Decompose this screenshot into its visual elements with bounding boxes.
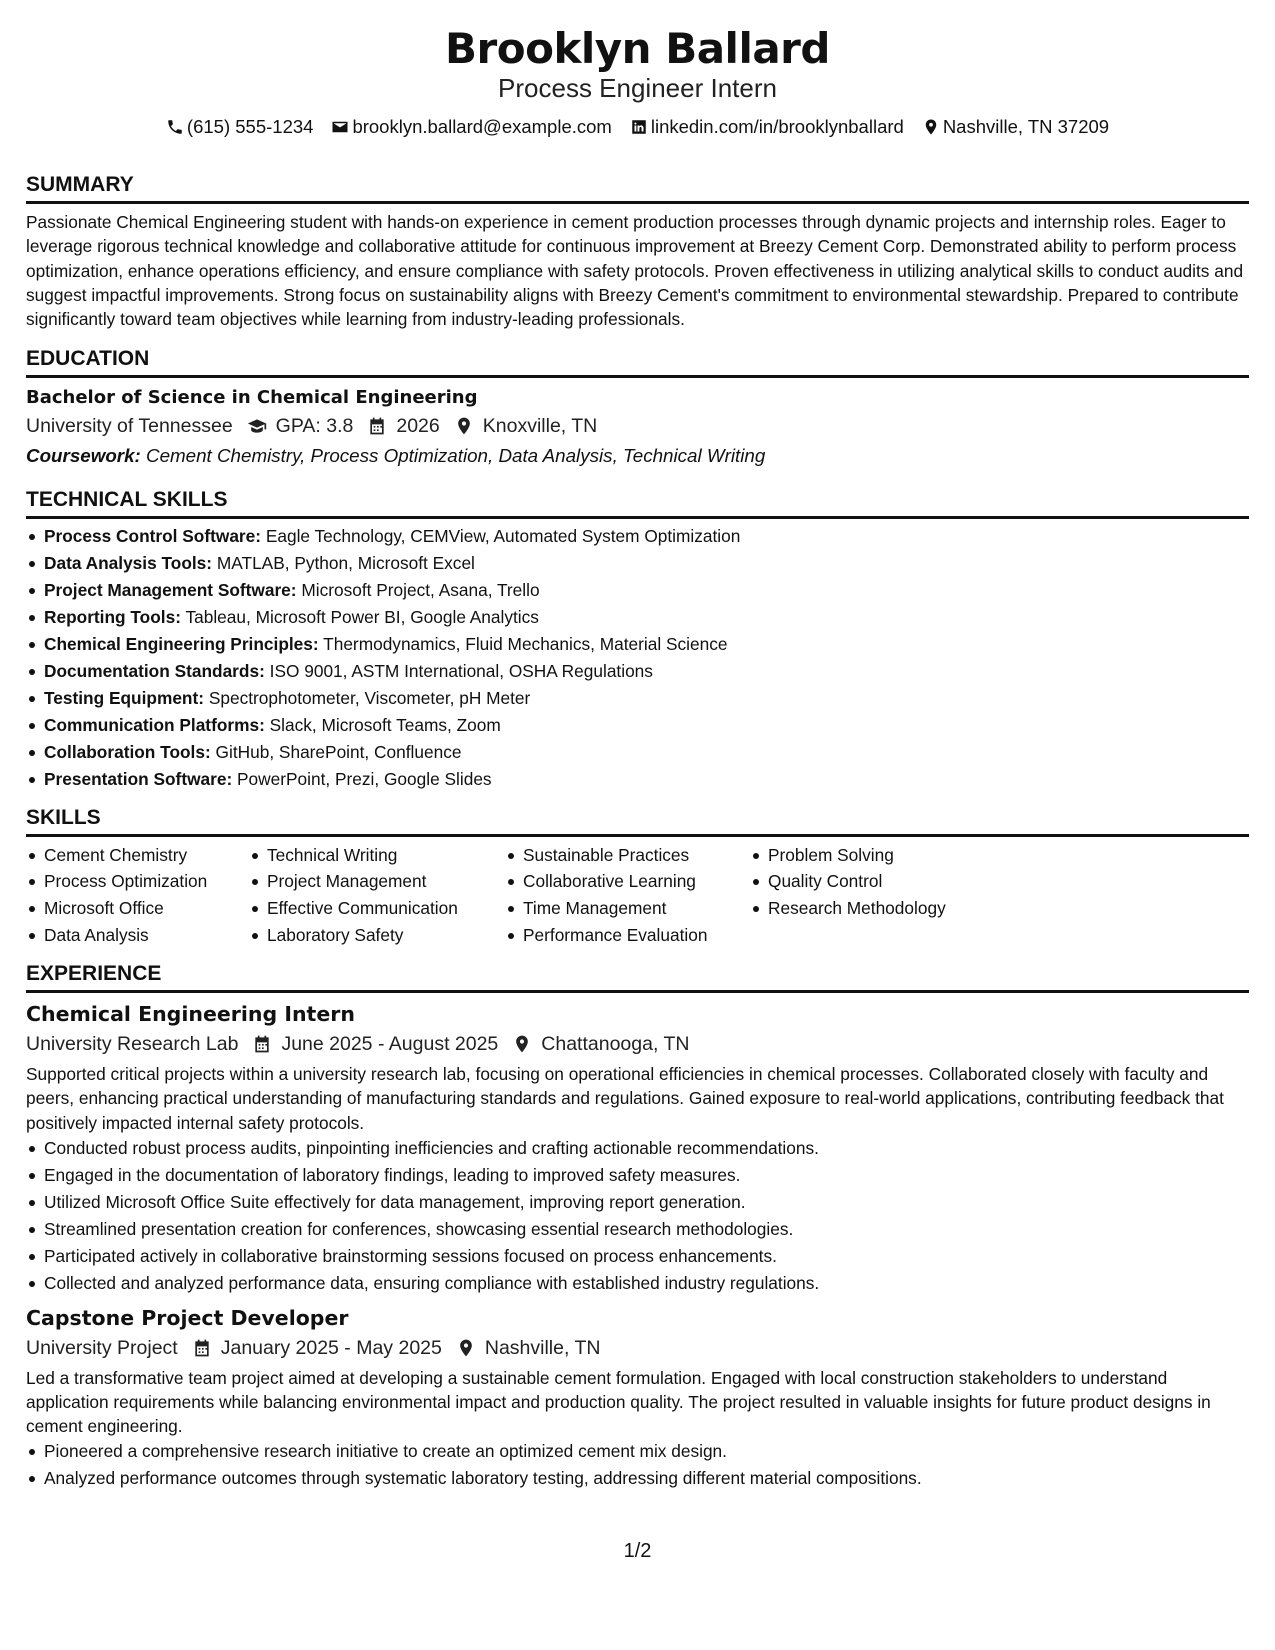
contact-location xyxy=(922,116,1109,138)
skills-column xyxy=(505,842,750,950)
job-bullets xyxy=(26,1135,1249,1296)
page-number: 1/2 xyxy=(623,1540,652,1562)
list-item: Problem Solving xyxy=(750,842,990,869)
technical-skills-section xyxy=(26,487,1249,792)
list-item: Utilized Microsoft Office Suite effectively for data management, improving report generation. xyxy=(26,1189,1249,1216)
list-item: Laboratory Safety xyxy=(249,922,505,949)
skills-column xyxy=(26,842,249,950)
list-item: Project Management xyxy=(249,868,505,895)
list-item: Collaborative Learning xyxy=(505,868,750,895)
list-item: Collaboration Tools: GitHub, SharePoint, Confluence xyxy=(26,739,1249,766)
list-item: Data Analysis xyxy=(26,922,249,949)
location-text: Nashville, TN 37209 xyxy=(942,116,1110,137)
job-title: Chemical Engineering Intern xyxy=(26,1002,355,1027)
contact-bar xyxy=(26,114,1249,140)
list-item: Collected and analyzed performance data, ensuring compliance with established industry regulations. xyxy=(26,1270,1249,1297)
summary-text: Passionate Chemical Engineering student with hands-on experience in cement production processes through dynamic projects and internship roles. Eager to leverage rigorous technical knowledge and collaborative attitude for continuous improvement at Breezy Cement Corp. Demonstrated ability to perform process optimization, enhance operations efficiency, and ensure compliance with safety protocols. Proven effectiveness in utilizing analytical skills to conduct audits and suggest impactful improvements. Strong focus on sustainability aligns with Breezy Cement's commitment to environmental stewardship. Prepared to contribute significantly toward team objectives while learning from industry-leading professionals. xyxy=(26,212,1244,330)
job-entry xyxy=(26,1303,1249,1493)
summary-section xyxy=(26,172,1249,331)
job-bullets xyxy=(26,1438,1249,1492)
list-item: Cement Chemistry xyxy=(26,842,249,869)
contact-linkedin[interactable] xyxy=(630,116,904,138)
list-item: Microsoft Office xyxy=(26,895,249,922)
job-dates: January 2025 - May 2025 xyxy=(220,1336,442,1359)
list-item: Process Control Software: Eagle Technology, CEMView, Automated System Optimization xyxy=(26,523,1249,550)
list-item: Technical Writing xyxy=(249,842,505,869)
list-item: Time Management xyxy=(505,895,750,922)
linkedin-icon xyxy=(630,118,648,136)
map-pin-icon xyxy=(456,1338,476,1358)
job-org: University Project xyxy=(26,1336,178,1359)
phone-icon xyxy=(166,118,184,136)
contact-email[interactable] xyxy=(331,116,611,138)
list-item: Sustainable Practices xyxy=(505,842,750,869)
job-dates: June 2025 - August 2025 xyxy=(281,1033,499,1056)
degree-title: Bachelor of Science in Chemical Engineering xyxy=(26,387,478,409)
list-item: Reporting Tools: Tableau, Microsoft Power BI, Google Analytics xyxy=(26,604,1249,631)
skills-section xyxy=(26,805,1249,950)
calendar-icon xyxy=(252,1034,272,1054)
skills-column xyxy=(249,842,505,950)
list-item: Testing Equipment: Spectrophotometer, Viscometer, pH Meter xyxy=(26,685,1249,712)
map-pin-icon xyxy=(454,416,474,436)
section-title-education: EDUCATION xyxy=(26,346,1249,378)
resume-header xyxy=(26,26,1249,140)
job-org: University Research Lab xyxy=(26,1033,239,1056)
school-name: University of Tennessee xyxy=(26,415,233,438)
candidate-role: Process Engineer Intern xyxy=(498,73,777,103)
contact-phone[interactable] xyxy=(166,116,314,138)
section-title-skills: SKILLS xyxy=(26,805,1249,837)
section-title-technical-skills: TECHNICAL SKILLS xyxy=(26,487,1249,519)
job-entry xyxy=(26,999,1249,1296)
list-item: Data Analysis Tools: MATLAB, Python, Microsoft Excel xyxy=(26,550,1249,577)
section-title-experience: EXPERIENCE xyxy=(26,961,1249,993)
graduation-cap-icon xyxy=(247,416,267,436)
job-location: Nashville, TN xyxy=(484,1336,601,1359)
job-meta xyxy=(26,1029,1249,1059)
section-title-summary: SUMMARY xyxy=(26,172,1249,204)
experience-section xyxy=(26,961,1249,1492)
envelope-icon xyxy=(331,118,349,136)
list-item: Streamlined presentation creation for conferences, showcasing essential research methodologies. xyxy=(26,1216,1249,1243)
list-item: Process Optimization xyxy=(26,868,249,895)
list-item: Research Methodology xyxy=(750,895,990,922)
map-pin-icon xyxy=(512,1034,532,1054)
job-location: Chattanooga, TN xyxy=(541,1033,690,1056)
job-meta xyxy=(26,1333,1249,1363)
technical-skills-list xyxy=(26,523,1249,792)
gpa-text: GPA: 3.8 xyxy=(275,415,354,438)
calendar-icon xyxy=(367,416,387,436)
list-item: Chemical Engineering Principles: Thermodynamics, Fluid Mechanics, Material Science xyxy=(26,631,1249,658)
resume-page xyxy=(26,0,1249,1650)
list-item: Pioneered a comprehensive research initiative to create an optimized cement mix design. xyxy=(26,1438,1249,1465)
skills-grid xyxy=(26,842,1249,950)
coursework-text: Cement Chemistry, Process Optimization, Data Analysis, Technical Writing xyxy=(146,445,766,467)
skills-column xyxy=(750,842,990,950)
calendar-icon xyxy=(192,1338,212,1358)
phone-text: (615) 555-1234 xyxy=(186,116,314,137)
list-item: Performance Evaluation xyxy=(505,922,750,949)
job-description: Supported critical projects within a university research lab, focusing on operational efficiencies in chemical processes. Collaborated closely with faculty and peers, enhancing practical understanding of manufacturing standards and regulations. Gained exposure to real-world applications, contributing feedback that positively impacted internal safety protocols. xyxy=(26,1064,1224,1133)
coursework-label: Coursework: xyxy=(26,445,141,467)
list-item: Conducted robust process audits, pinpointing inefficiencies and crafting actionable recommendations. xyxy=(26,1135,1249,1162)
list-item: Engaged in the documentation of laboratory findings, leading to improved safety measures. xyxy=(26,1162,1249,1189)
job-title: Capstone Project Developer xyxy=(26,1305,349,1330)
list-item: Project Management Software: Microsoft Project, Asana, Trello xyxy=(26,577,1249,604)
list-item: Presentation Software: PowerPoint, Prezi, Google Slides xyxy=(26,766,1249,793)
map-pin-icon xyxy=(922,118,940,136)
school-location: Knoxville, TN xyxy=(482,415,598,438)
list-item: Quality Control xyxy=(750,868,990,895)
linkedin-text: linkedin.com/in/brooklynballard xyxy=(650,116,904,137)
job-description: Led a transformative team project aimed at developing a sustainable cement formulation. Engaged with local construction stakeholders to understand application requirements while balancing environmental impact and production quality. The project resulted in valuable insights for future product designs in cement engineering. xyxy=(26,1367,1211,1437)
list-item: Analyzed performance outcomes through systematic laboratory testing, addressing different material compositions. xyxy=(26,1465,1249,1492)
list-item: Communication Platforms: Slack, Microsoft Teams, Zoom xyxy=(26,712,1249,739)
coursework-line xyxy=(26,441,1249,471)
list-item: Participated actively in collaborative brainstorming sessions focused on process enhancements. xyxy=(26,1243,1249,1270)
education-meta xyxy=(26,411,1249,441)
graduation-year: 2026 xyxy=(396,415,440,438)
candidate-name: Brooklyn Ballard xyxy=(445,24,830,73)
list-item: Documentation Standards: ISO 9001, ASTM International, OSHA Regulations xyxy=(26,658,1249,685)
email-text: brooklyn.ballard@example.com xyxy=(352,116,612,137)
list-item: Effective Communication xyxy=(249,895,505,922)
education-section xyxy=(26,346,1249,471)
